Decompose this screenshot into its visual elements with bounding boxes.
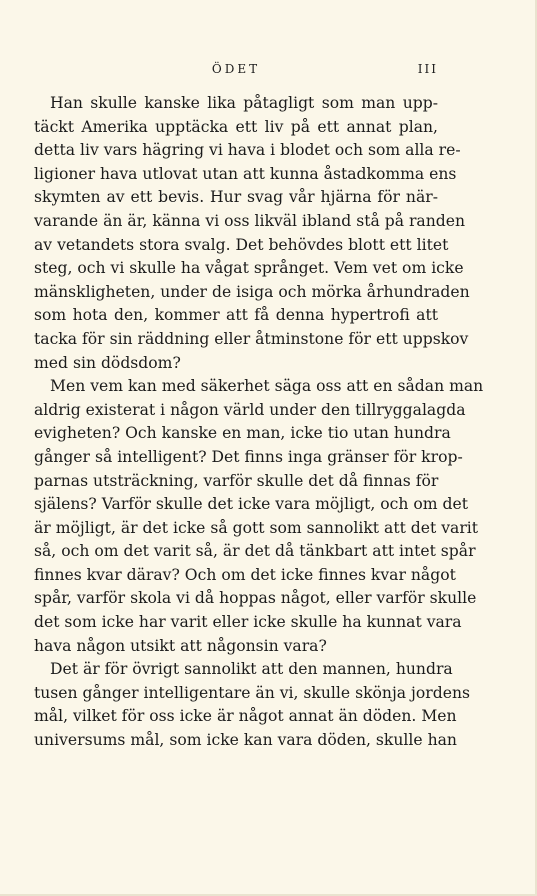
- text-line: finnes kvar därav? Och om det icke finnes kvar något: [34, 565, 456, 584]
- text-line: tacka för sin räddning eller åtminstone för ett uppskov: [34, 329, 469, 348]
- text-line: detta liv vars hägring vi hava i blodet och som alla re-: [34, 141, 461, 160]
- text-line: av vetandets stora svalg. Det behövdes blott ett litet: [34, 235, 449, 254]
- text-line: spår, varför skola vi då hoppas något, eller varför skulle: [34, 589, 477, 608]
- text-line: varande än är, känna vi oss likväl ibland stå på randen: [34, 211, 466, 230]
- text-line: är möjligt, är det icke så gott som sannolikt att det varit: [34, 518, 479, 537]
- text-line: Han skulle kanske lika påtagligt som man upp-: [50, 94, 438, 112]
- text-line: tusen gånger intelligentare än vi, skulle skönja jordens: [34, 683, 470, 702]
- text-line: aldrig existerat i någon värld under den tillryggalagda: [34, 400, 466, 419]
- text-line: som hota den, kommer att få denna hypertrofi att: [34, 306, 438, 325]
- body-text: [34, 92, 484, 753]
- text-line: mål, vilket för oss icke är något annat än döden. Men: [34, 707, 457, 726]
- text-line: mänskligheten, under de isiga och mörka århundraden: [34, 282, 470, 301]
- text-line: täckt Amerika upptäcka ett liv på ett annat plan,: [34, 117, 438, 136]
- text-line: skymten av ett bevis. Hur svag vår hjärna för när-: [34, 188, 438, 207]
- text-line: med sin dödsdom?: [34, 353, 181, 372]
- text-line: parnas utsträckning, varför skulle det då finnas för: [34, 471, 439, 490]
- text-line: universums mål, som icke kan vara döden, skulle han: [34, 731, 457, 750]
- text-line: gånger så intelligent? Det finns inga gränser för krop-: [34, 447, 463, 466]
- page-header: [34, 60, 438, 80]
- text-line: ligioner hava utlovat utan att kunna åstadkomma ens: [34, 164, 457, 183]
- text-line: steg, och vi skulle ha vågat språnget. Vem vet om icke: [34, 259, 464, 278]
- text-line: hava någon utsikt att någonsin vara?: [34, 636, 327, 655]
- running-head: ÖDET: [211, 62, 261, 76]
- text-line: det som icke har varit eller icke skulle ha kunnat vara: [34, 613, 462, 632]
- text-line: Det är för övrigt sannolikt att den mannen, hundra: [50, 660, 453, 679]
- text-line: så, och om det varit så, är det då tänkbart att intet spår: [34, 542, 476, 561]
- text-line: evigheten? Och kanske en man, icke tio utan hundra: [34, 424, 451, 443]
- text-line: själens? Varför skulle det icke vara möjligt, och om det: [34, 495, 468, 514]
- page-number: III: [417, 62, 438, 76]
- text-line: Men vem kan med säkerhet säga oss att en sådan man: [50, 377, 484, 396]
